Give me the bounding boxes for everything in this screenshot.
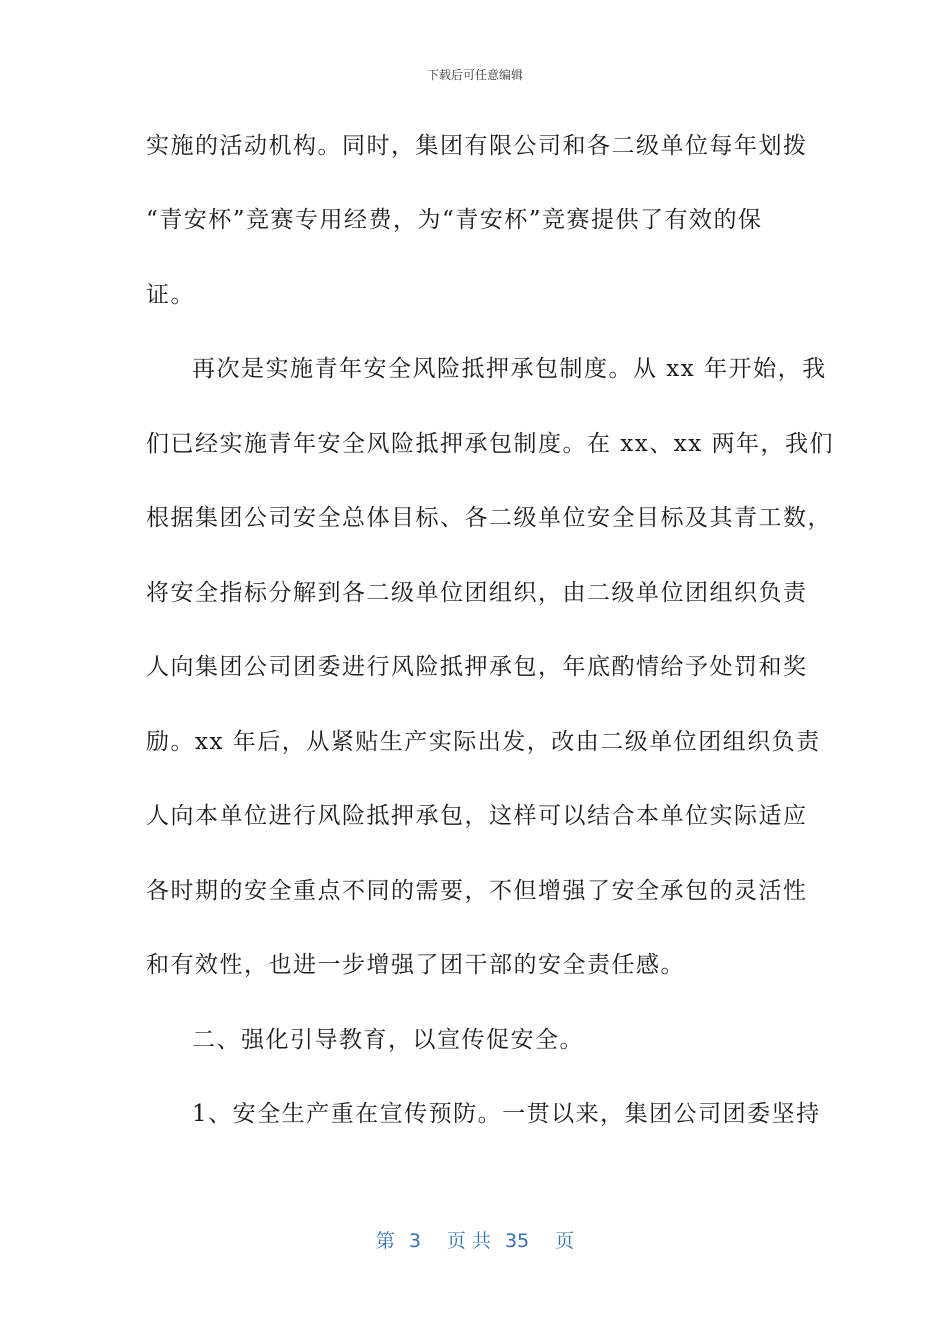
body-line: 再次是实施青年安全风险抵押承包制度。从 xx 年开始，我 (192, 356, 827, 382)
body-line: 1、安全生产重在宣传预防。一贯以来，集团公司团委坚持 (192, 1101, 821, 1127)
footer-total-pages: 35 (504, 1230, 530, 1252)
body-line: 和有效性，也进一步增强了团干部的安全责任感。 (146, 952, 685, 978)
body-line: 将安全指标分解到各二级单位团组织，由二级单位团组织负责 (146, 580, 808, 606)
footer-middle: 页 共 (446, 1230, 491, 1252)
body-line: 人向集团公司团委进行风险抵押承包，年底酌情给予处罚和奖 (146, 654, 808, 680)
body-line: 人向本单位进行风险抵押承包，这样可以结合本单位实际适应 (146, 803, 808, 829)
footer-prefix: 第 (375, 1230, 395, 1252)
body-line: 根据集团公司安全总体目标、各二级单位安全目标及其青工数， (146, 505, 832, 531)
body-line: “青安杯”竞赛专用经费，为“青安杯”竞赛提供了有效的保 (146, 207, 763, 233)
page-footer (0, 1226, 950, 1253)
body-line: 励。xx 年后，从紧贴生产实际出发，改由二级单位团组织负责 (146, 729, 821, 755)
body-line: 实施的活动机构。同时，集团有限公司和各二级单位每年划拨 (146, 133, 808, 159)
body-line: 证。 (146, 282, 195, 308)
section-heading: 二、强化引导教育，以宣传促安全。 (192, 1027, 584, 1053)
footer-suffix: 页 (555, 1230, 575, 1252)
footer-page-number: 3 (408, 1230, 421, 1252)
body-line: 们已经实施青年安全风险抵押承包制度。在 xx、xx 两年，我们 (146, 431, 835, 457)
body-line: 各时期的安全重点不同的需要，不但增强了安全承包的灵活性 (146, 878, 808, 904)
page-header: 下载后可任意编辑 (426, 68, 523, 82)
